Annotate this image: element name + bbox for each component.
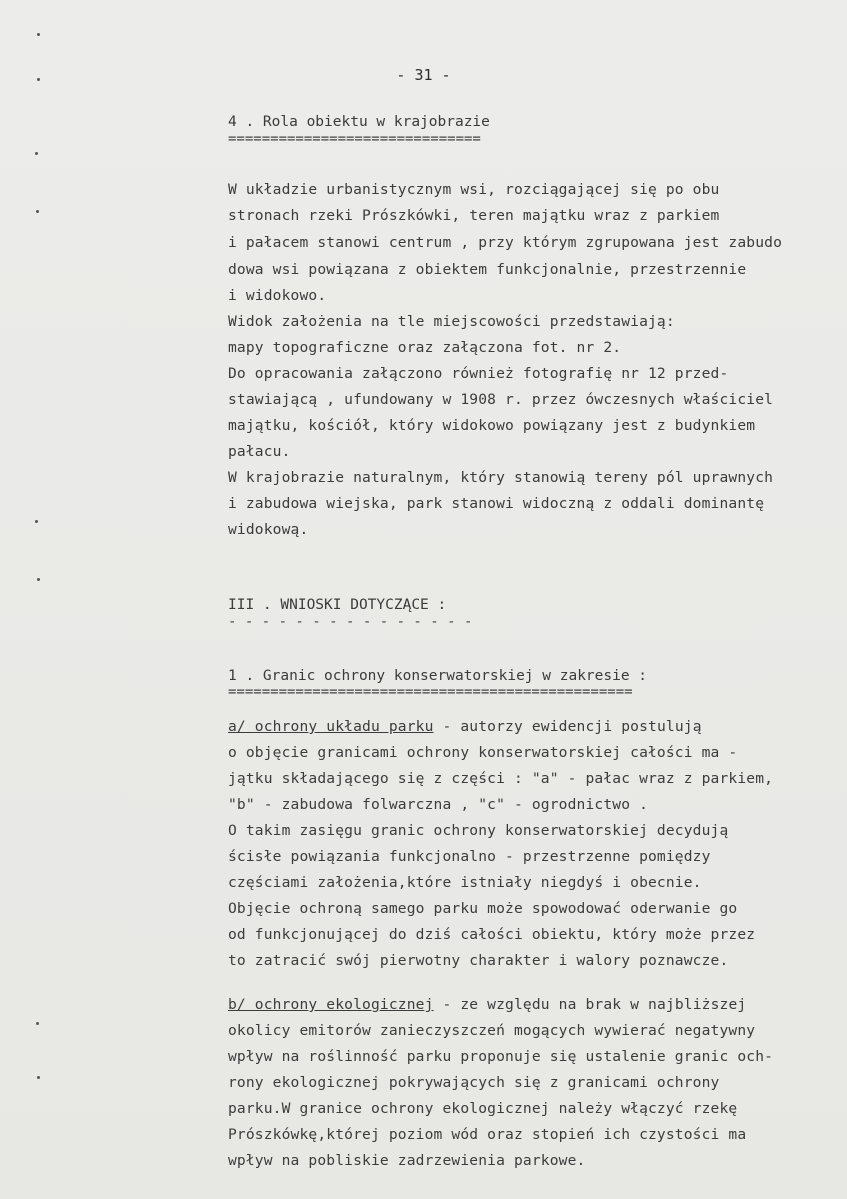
text-line: wpływ na pobliskie zadrzewienia parkowe. [228, 1152, 586, 1169]
heading-rule: - - - - - - - - - - - - - - - [228, 614, 473, 630]
margin-mark [35, 152, 38, 155]
text-line: Prószkówkę,której poziom wód oraz stopień ich czystości ma [228, 1126, 747, 1143]
page-number: - 31 - [396, 66, 451, 84]
text-line: to zatracić swój pierwotny charakter i walory poznawcze. [228, 952, 729, 969]
text-line: stronach rzeki Prószkówki, teren majątku wraz z parkiem [228, 207, 720, 224]
margin-mark [36, 210, 39, 213]
text-line: okolicy emitorów zanieczyszczeń mogących wywierać negatywny [228, 1022, 756, 1039]
text-line: widokową. [228, 521, 309, 538]
text-line: stawiającą , ufundowany w 1908 r. przez ówczesnych właściciel [228, 391, 774, 408]
text-line: pałacu. [228, 443, 291, 460]
text-line: majątku, kościół, który widokowo powiązany jest z budynkiem [228, 417, 756, 434]
text-line: i widokowo. [228, 287, 327, 304]
section-heading: 1 . Granic ochrony konserwatorskiej w zakresie : [228, 668, 648, 684]
text-line: od funkcjonującej do dziś całości obiektu, który może przez [228, 926, 756, 943]
heading-rule: ================================================ [228, 684, 633, 700]
text-line: Widok założenia na tle miejscowości przedstawiają: [228, 313, 675, 330]
paragraph-label: b/ ochrony ekologicznej [228, 996, 434, 1013]
text-line: dowa wsi powiązana z obiektem funkcjonalnie, przestrzennie [228, 261, 747, 278]
margin-mark [37, 578, 40, 581]
text-line: W krajobrazie naturalnym, który stanowią tereny pól uprawnych [228, 469, 774, 486]
text-line: W układzie urbanistycznym wsi, rozciągającej się po obu [228, 181, 720, 198]
paragraph-label: a/ ochrony układu parku [228, 718, 434, 735]
text-line: Objęcie ochroną samego parku może spowodować oderwanie go [228, 900, 738, 917]
text-line: i pałacem stanowi centrum , przy którym zgrupowana jest zabudo [228, 234, 783, 251]
text-line: jątku składającego się z części : "a" - pałac wraz z parkiem, [228, 770, 774, 787]
text-line [228, 996, 746, 1013]
section-heading: 4 . Rola obiektu w krajobrazie [228, 114, 490, 130]
text-line: "b" - zabudowa folwarczna , "c" - ogrodnictwo . [228, 796, 649, 813]
text-line: częściami założenia,które istniały niegdyś i obecnie. [228, 874, 702, 891]
text-line: mapy topograficzne oraz załączona fot. nr 2. [228, 339, 622, 356]
text-line: wpływ na roślinność parku proponuje się ustalenie granic och- [228, 1048, 774, 1065]
text-line: O takim zasięgu granic ochrony konserwatorskiej decydują [228, 822, 729, 839]
section-heading: III . WNIOSKI DOTYCZĄCE : [228, 597, 447, 613]
text-line [228, 718, 702, 735]
text-line: rony ekologicznej pokrywających się z granicami ochrony [228, 1074, 720, 1091]
text-line: ścisłe powiązania funkcjonalno - przestrzenne pomiędzy [228, 848, 711, 865]
margin-mark [37, 1076, 40, 1079]
text-line: i zabudowa wiejska, park stanowi widoczną z oddali dominantę [228, 495, 765, 512]
margin-mark [37, 33, 40, 36]
text-line: Do opracowania załączono również fotografię nr 12 przed- [228, 365, 729, 382]
margin-mark [35, 520, 38, 523]
text-line: parku.W granice ochrony ekologicznej należy włączyć rzekę [228, 1100, 738, 1117]
text-fragment: - ze względu na brak w najbliższej [433, 996, 747, 1013]
heading-rule: ============================== [228, 131, 481, 147]
text-fragment: - autorzy ewidencji postulują [433, 718, 702, 735]
text-line: o objęcie granicami ochrony konserwatorskiej całości ma - [228, 744, 738, 761]
margin-mark [36, 1022, 39, 1025]
